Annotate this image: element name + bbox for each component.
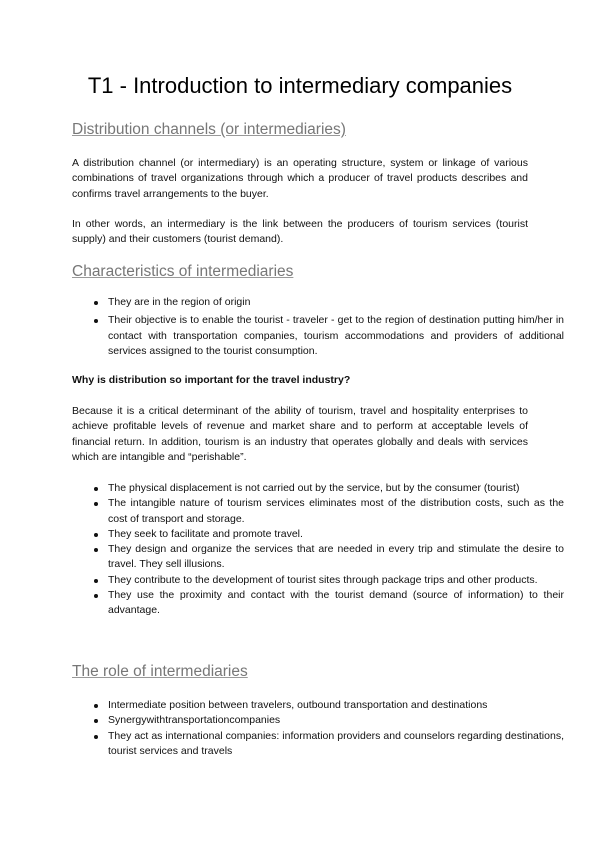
bullet-list [72, 295, 564, 359]
list-item: Intermediate position between travelers, outbound transportation and destinations [108, 698, 564, 713]
list-item: Synergywithtransportationcompanies [108, 713, 564, 728]
list-item: The intangible nature of tourism services eliminates most of the distribution costs, such as the cost of transport and storage. [108, 496, 564, 527]
list-item: They seek to facilitate and promote travel. [108, 527, 564, 542]
paragraph: In other words, an intermediary is the link between the producers of tourism services (tourist supply) and their customers (tourist demand). [72, 218, 528, 246]
list-item: They contribute to the development of tourist sites through package trips and other products. [108, 573, 564, 588]
list-item: They use the proximity and contact with the tourist demand (source of information) to their advantage. [108, 588, 564, 619]
paragraph: Because it is a critical determinant of the ability of tourism, travel and hospitality enterprises to achieve profitable levels of revenue and market share and to perform at acceptable levels of financial return. In addition, tourism is an industry that operates globally and deals with services which are intangible and “perishable”. [72, 405, 528, 463]
list-item: They are in the region of origin [108, 295, 564, 310]
paragraph: A distribution channel (or intermediary) is an operating structure, system or linkage of various combinations of travel organizations through which a producer of travel products describes and confirms travel arrangements to the buyer. [72, 157, 528, 200]
list-item: Their objective is to enable the tourist - traveler - get to the region of destination putting him/her in contact with transportation companies, tourism accommodations and providers of additional services assigned to the tourist consumption. [108, 313, 564, 359]
document-title: T1 - Introduction to intermediary companies [87, 73, 513, 98]
heading-role: The role of intermediaries [72, 663, 248, 680]
heading-distribution-channels: Distribution channels (or intermediaries) [72, 121, 346, 138]
list-item: The physical displacement is not carried out by the service, but by the consumer (tourist) [108, 481, 564, 496]
list-item: They design and organize the services that are needed in every trip and stimulate the desire to travel. They sell illusions. [108, 542, 564, 573]
list-item: They act as international companies: information providers and counselors regarding destinations, tourist services and travels [108, 729, 564, 760]
question-heading: Why is distribution so important for the travel industry? [72, 374, 351, 386]
bullet-list [72, 481, 564, 619]
heading-characteristics: Characteristics of intermediaries [72, 263, 294, 280]
bullet-list [72, 698, 564, 759]
